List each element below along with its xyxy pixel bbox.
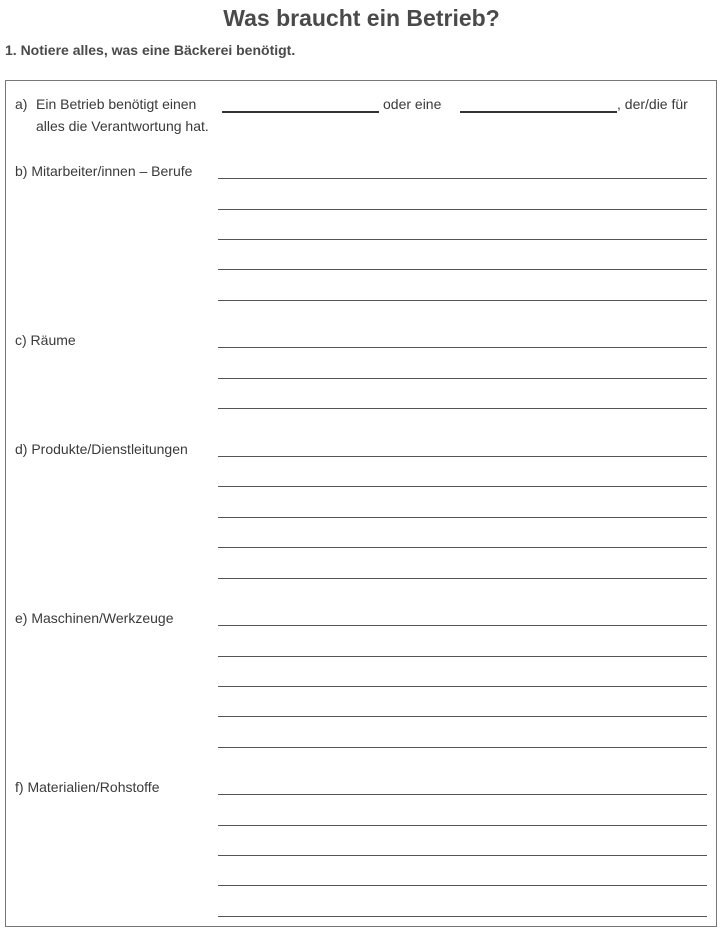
item-e-answer-line[interactable] — [218, 686, 707, 687]
item-c-answer-line[interactable] — [218, 378, 707, 379]
task-instruction: 1. Notiere alles, was eine Bäckerei benötigt. — [5, 42, 296, 58]
item-b-answer-line[interactable] — [218, 300, 707, 301]
item-e-answer-line[interactable] — [218, 716, 707, 717]
worksheet-box — [5, 80, 717, 927]
item-f-answer-line[interactable] — [218, 916, 707, 917]
item-d-answer-line[interactable] — [218, 578, 707, 579]
item-f-answer-line[interactable] — [218, 885, 707, 886]
item-a-text-3: , der/die für — [617, 96, 688, 112]
item-b-answer-line[interactable] — [218, 178, 707, 179]
item-b-answer-line[interactable] — [218, 209, 707, 210]
item-c-answer-line[interactable] — [218, 347, 707, 348]
item-a-blank-2[interactable] — [460, 111, 617, 113]
item-d-answer-line[interactable] — [218, 517, 707, 518]
item-f-answer-line[interactable] — [218, 794, 707, 795]
item-a-label: a) — [15, 96, 28, 112]
item-f-label: f) Materialien/Rohstoffe — [15, 779, 160, 795]
page-title: Was braucht ein Betrieb? — [223, 5, 500, 31]
item-e-label: e) Maschinen/Werkzeuge — [15, 610, 174, 626]
item-c-label: c) Räume — [15, 332, 76, 348]
item-d-answer-line[interactable] — [218, 547, 707, 548]
item-f-answer-line[interactable] — [218, 825, 707, 826]
item-e-answer-line[interactable] — [218, 625, 707, 626]
item-b-answer-line[interactable] — [218, 269, 707, 270]
item-d-answer-line[interactable] — [218, 486, 707, 487]
item-a-text-2: oder eine — [383, 96, 442, 112]
item-a-text-1: Ein Betrieb benötigt einen — [36, 96, 197, 112]
item-a-blank-1[interactable] — [222, 111, 379, 113]
item-e-answer-line[interactable] — [218, 747, 707, 748]
item-a-text-line2: alles die Verantwortung hat. — [36, 118, 209, 134]
item-b-answer-line[interactable] — [218, 239, 707, 240]
item-f-answer-line[interactable] — [218, 855, 707, 856]
item-b-label: b) Mitarbeiter/innen – Berufe — [15, 163, 193, 179]
item-d-label: d) Produkte/Dienstleitungen — [15, 441, 188, 457]
item-c-answer-line[interactable] — [218, 408, 707, 409]
item-d-answer-line[interactable] — [218, 456, 707, 457]
item-e-answer-line[interactable] — [218, 656, 707, 657]
